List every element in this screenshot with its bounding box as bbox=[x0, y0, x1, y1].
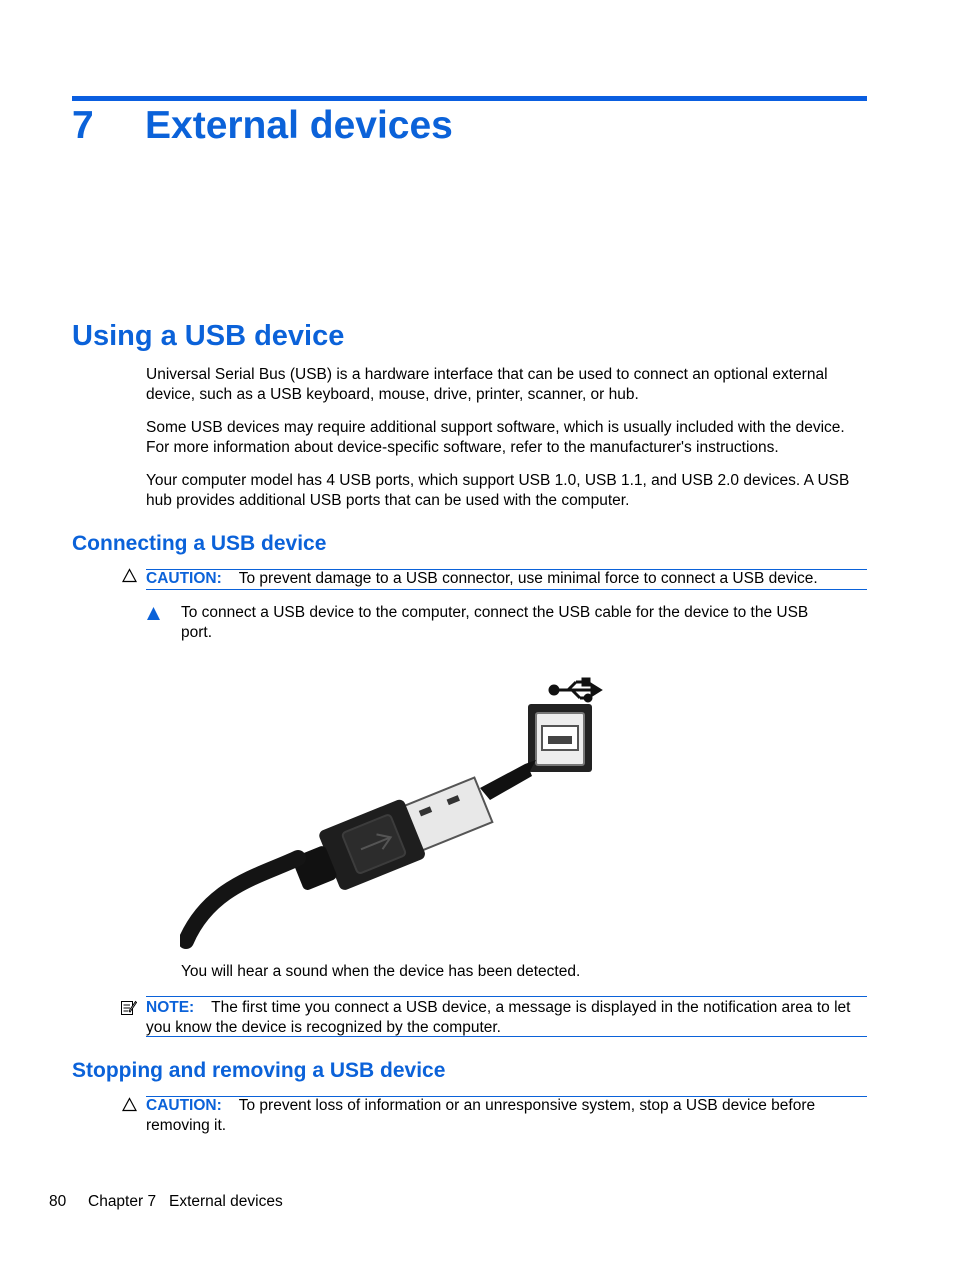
caution-text: To prevent damage to a USB connector, use minimal force to connect a USB device. bbox=[238, 570, 818, 587]
footer-chapter-ref: Chapter 7 External devices bbox=[88, 1193, 283, 1210]
note-top-rule bbox=[146, 996, 867, 997]
paragraph-support-software: Some USB devices may require additional support software, which is usually included with the device. For more information about device-specific software, refer to the manufacturer's instructions. bbox=[146, 419, 845, 456]
paragraph-usb-intro: Universal Serial Bus (USB) is a hardware interface that can be used to connect an optional external device, such as a USB keyboard, mouse, drive, printer, scanner, or hub. bbox=[146, 366, 828, 403]
usb-cable bbox=[186, 858, 298, 941]
usb-plug bbox=[286, 770, 495, 904]
note-pad-icon bbox=[120, 999, 137, 1021]
subsection-title-connecting: Connecting a USB device bbox=[72, 532, 327, 555]
usb-symbol-icon bbox=[550, 679, 600, 701]
chapter-title: External devices bbox=[145, 104, 453, 147]
note-label: NOTE: bbox=[146, 999, 195, 1016]
caution-bottom-rule bbox=[146, 589, 867, 590]
caution-triangle-icon bbox=[122, 568, 137, 589]
note-bottom-rule bbox=[146, 1036, 867, 1037]
caution-triangle-icon bbox=[122, 1097, 137, 1117]
usb-connection-illustration bbox=[180, 676, 610, 956]
step-triangle-icon bbox=[146, 606, 161, 626]
caution-text: To prevent loss of information or an unresponsive system, stop a USB device before removing it. bbox=[146, 1097, 816, 1134]
usb-port bbox=[528, 704, 592, 772]
caution-label: CAUTION: bbox=[146, 1097, 222, 1114]
caution-stopping bbox=[146, 1096, 868, 1136]
caution-connecting bbox=[146, 569, 868, 589]
paragraph-usb-ports: Your computer model has 4 USB ports, which support USB 1.0, USB 1.1, and USB 2.0 devices. A USB hub provides additional USB ports that can be used with the computer. bbox=[146, 472, 850, 509]
insert-arrow bbox=[480, 760, 536, 800]
note-text: The first time you connect a USB device, a message is displayed in the notification area to let you know the device is recognized by the computer. bbox=[146, 999, 851, 1036]
after-connect-text: You will hear a sound when the device has been detected. bbox=[181, 963, 581, 980]
chapter-number: 7 bbox=[72, 104, 94, 147]
note-block bbox=[146, 998, 868, 1038]
chapter-rule bbox=[72, 96, 867, 101]
page-number: 80 bbox=[49, 1193, 67, 1210]
subsection-title-stopping: Stopping and removing a USB device bbox=[72, 1059, 446, 1082]
section-title: Using a USB device bbox=[72, 320, 345, 352]
caution-label: CAUTION: bbox=[146, 570, 222, 587]
step-text: To connect a USB device to the computer, connect the USB cable for the device to the USB port. bbox=[181, 604, 809, 641]
